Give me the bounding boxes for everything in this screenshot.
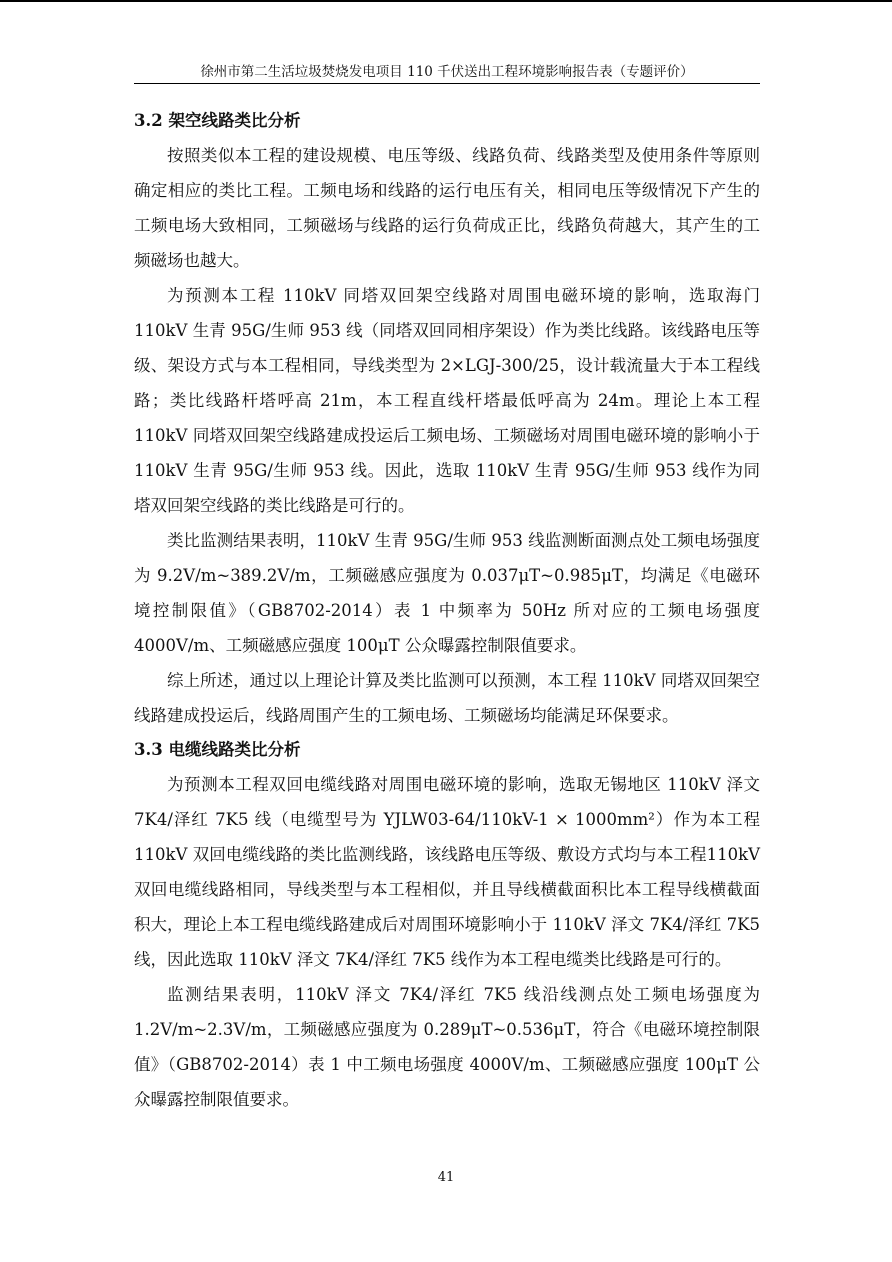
header-rule [134,83,760,84]
page-number: 41 [437,1170,455,1185]
running-header: 徐州市第二生活垃圾焚烧发电项目 110 千伏送出工程环境影响报告表（专题评价） [200,64,694,80]
paragraph: 监测结果表明，110kV 泽文 7K4/泽红 7K5 线沿线测点处工频电场强度为1.2V/m~2.3V/m，工频磁感应强度为 0.289μT~0.536μT，符合《电磁环境控制限值》（GB8702-2014）表 1 中工频电场强度 4000V/m、工频磁感应强度 100μT 公众曝露控制限值要求。 [134,985,760,1109]
paragraph: 为预测本工程双回电缆线路对周围电磁环境的影响，选取无锡地区 110kV 泽文 7K4/泽红 7K5 线（电缆型号为 YJLW03-64/110kV-1 × 1000mm²）作为本工程110kV 双回电缆线路的类比监测线路，该线路电压等级、敷设方式均与本工程110kV 双回电缆线路相同，导线类型与本工程相似，并且导线横截面积比本工程导线横截面积大，理论上本工程电缆线路建成后对周围环境影响小于 110kV 泽文 7K4/泽红 7K5 线，因此选取 110kV 泽文 7K4/泽红 7K5 线作为本工程电缆类比线路是可行的。 [134,775,760,969]
paragraph: 按照类似本工程的建设规模、电压等级、线路负荷、线路类型及使用条件等原则确定相应的类比工程。工频电场和线路的运行电压有关，相同电压等级情况下产生的工频电场大致相同，工频磁场与线路的运行负荷成正比，线路负荷越大，其产生的工频磁场也越大。 [134,146,760,270]
section-heading-3-2: 3.2 架空线路类比分析 [134,111,301,130]
page-top-border [0,0,892,2]
document-body [134,104,760,1117]
paragraph: 为预测本工程 110kV 同塔双回架空线路对周围电磁环境的影响，选取海门110kV 生青 95G/生师 953 线（同塔双回同相序架设）作为类比线路。该线路电压等级、架设方式与本工程相同，导线类型为 2×LGJ-300/25，设计载流量大于本工程线路；类比线路杆塔呼高 21m，本工程直线杆塔最低呼高为 24m。理论上本工程 110kV 同塔双回架空线路建成投运后工频电场、工频磁场对周围电磁环境的影响小于 110kV 生青 95G/生师 953 线。因此，选取 110kV 生青 95G/生师 953 线作为同塔双回架空线路的类比线路是可行的。 [134,286,760,515]
paragraph: 综上所述，通过以上理论计算及类比监测可以预测，本工程 110kV 同塔双回架空线路建成投运后，线路周围产生的工频电场、工频磁场均能满足环保要求。 [134,671,760,725]
section-heading-3-3: 3.3 电缆线路类比分析 [134,740,301,759]
paragraph: 类比监测结果表明，110kV 生青 95G/生师 953 线监测断面测点处工频电场强度为 9.2V/m~389.2V/m，工频磁感应强度为 0.037μT~0.985μT，均满足《电磁环境控制限值》（GB8702-2014）表 1 中频率为 50Hz 所对应的工频电场强度4000V/m、工频磁感应强度 100μT 公众曝露控制限值要求。 [134,531,760,655]
